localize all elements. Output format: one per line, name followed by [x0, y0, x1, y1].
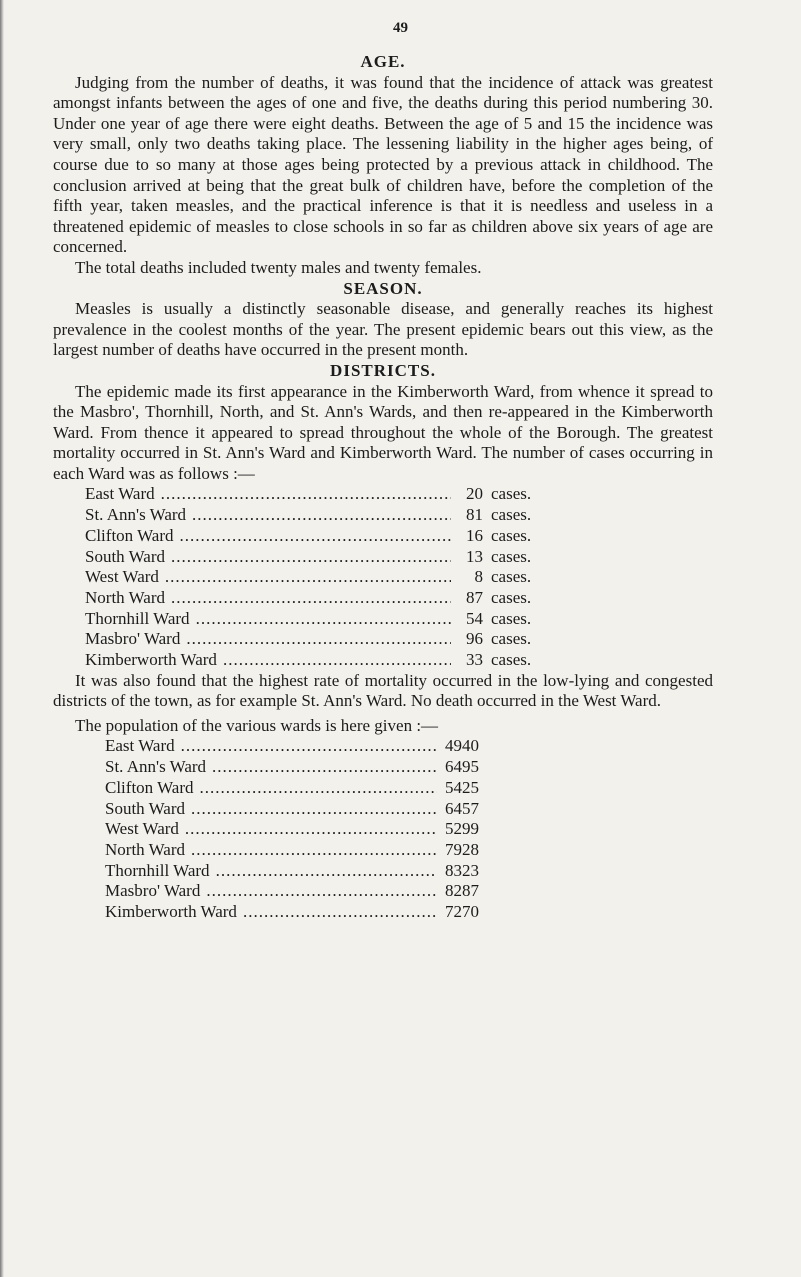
leader-dots: [159, 567, 451, 588]
ward-name: Kimberworth Ward: [105, 901, 237, 921]
ward-name: Kimberworth Ward: [85, 649, 217, 669]
ward-name: North Ward: [85, 587, 165, 607]
case-count: 54: [466, 608, 483, 628]
page-number: 49: [393, 20, 408, 36]
leader-dots: [165, 588, 451, 609]
leader-dots: [185, 840, 437, 861]
districts-heading: DISTRICTS.: [330, 360, 436, 380]
leader-dots: [194, 778, 437, 799]
leader-dots: [210, 861, 437, 882]
page-edge-shadow: [0, 0, 4, 1277]
ward-name: West Ward: [85, 567, 159, 587]
population-count: 8323: [445, 860, 479, 880]
ward-name: St. Ann's Ward: [105, 757, 207, 777]
list-item: [105, 757, 479, 778]
list-item: [105, 819, 479, 840]
case-unit: cases.: [491, 546, 532, 566]
ward-name: South Ward: [85, 546, 166, 566]
case-count: 81: [466, 505, 483, 525]
leader-dots: [185, 799, 437, 820]
list-item: [105, 736, 479, 757]
population-count: 8287: [445, 881, 479, 901]
page-body: [53, 52, 713, 923]
list-item: [85, 609, 553, 630]
list-item: [85, 650, 553, 671]
case-unit: cases.: [491, 629, 532, 649]
age-paragraph-1: Judging from the number of deaths, it was found that the incidence of attack was greatest amongst infants between the ages of one and five, the deaths during this period numbering 30. Under one year of age there were eight deaths. Between the age of 5 and 15 the incidence was very small, only two deaths taking place. The lessening liability in the higher ages being, of course due to so many at those ages being protected by a previous attack in childhood. The conclusion arrived at being that the great bulk of children have, before the completion of the fifth year, taken measles, and the practical inference is that it is needless and useless in a threatened epidemic of measles to close schools in so far as children above six years of age are concerned.: [53, 72, 713, 257]
case-unit: cases.: [491, 567, 532, 587]
list-item: [85, 547, 553, 568]
age-heading: AGE.: [360, 52, 406, 71]
population-count: 6495: [445, 757, 479, 777]
leader-dots: [174, 526, 451, 547]
ward-name: Thornhill Ward: [85, 608, 190, 628]
ward-name: Masbro' Ward: [85, 629, 181, 649]
ward-name: Thornhill Ward: [105, 860, 210, 880]
case-unit: cases.: [491, 608, 532, 628]
case-count: 8: [474, 567, 483, 587]
leader-dots: [165, 547, 451, 568]
population-count: 6457: [445, 798, 479, 818]
leader-dots: [179, 819, 437, 840]
leader-dots: [190, 609, 451, 630]
ward-name: East Ward: [105, 736, 175, 756]
case-count: 13: [466, 546, 483, 566]
mortality-paragraph: It was also found that the highest rate of mortality occurred in the low-lying and congested districts of the town, as for example St. Ann's Ward. No death occurred in the West Ward.: [53, 670, 713, 711]
case-unit: cases.: [491, 649, 532, 669]
ward-name: St. Ann's Ward: [85, 505, 187, 525]
age-paragraph-2: The total deaths included twenty males and twenty females.: [75, 257, 482, 277]
list-item: [85, 629, 553, 650]
season-paragraph: Measles is usually a distinctly seasonable disease, and generally reaches its highest prevalence in the coolest months of the year. The present epidemic bears out this view, as the largest number of deaths have occurred in the present month.: [53, 299, 713, 360]
leader-dots: [237, 902, 437, 923]
ward-name: South Ward: [105, 798, 186, 818]
leader-dots: [155, 484, 451, 505]
ward-name: Masbro' Ward: [105, 881, 201, 901]
list-item: [105, 881, 479, 902]
population-count: 7928: [445, 839, 479, 859]
case-count: 20: [466, 484, 483, 504]
list-item: [85, 484, 553, 505]
population-intro: The population of the various wards is here given :—: [75, 715, 439, 735]
leader-dots: [180, 629, 451, 650]
districts-paragraph: The epidemic made its first appearance in the Kimberworth Ward, from whence it spread to the Masbro', Thornhill, North, and St. Ann's Wards, and then re-appeared in the Kimberworth Ward. From thence it appeared to spread throughout the whole of the Borough. The greatest mortality occurred in St. Ann's Ward and Kimberworth Ward. The number of cases occurring in each Ward was as follows :—: [53, 381, 713, 483]
leader-dots: [217, 650, 451, 671]
list-item: [105, 902, 479, 923]
population-count: 5299: [445, 819, 479, 839]
leader-dots: [186, 505, 451, 526]
case-count: 87: [466, 587, 483, 607]
case-count: 16: [466, 525, 483, 545]
list-item: [105, 778, 479, 799]
population-by-ward-list: [105, 736, 479, 922]
ward-name: East Ward: [85, 484, 155, 504]
list-item: [105, 799, 479, 820]
list-item: [85, 567, 553, 588]
case-unit: cases.: [491, 587, 532, 607]
leader-dots: [206, 757, 437, 778]
case-unit: cases.: [491, 484, 532, 504]
case-unit: cases.: [491, 505, 532, 525]
population-count: 5425: [445, 777, 479, 797]
ward-name: Clifton Ward: [85, 525, 174, 545]
ward-name: Clifton Ward: [105, 777, 194, 797]
cases-by-ward-list: [85, 484, 553, 670]
population-count: 4940: [445, 736, 479, 756]
ward-name: West Ward: [105, 819, 179, 839]
leader-dots: [175, 736, 437, 757]
case-unit: cases.: [491, 525, 532, 545]
season-heading: SEASON.: [343, 278, 423, 298]
list-item: [105, 840, 479, 861]
list-item: [85, 526, 553, 547]
list-item: [105, 861, 479, 882]
list-item: [85, 588, 553, 609]
ward-name: North Ward: [105, 839, 185, 859]
case-count: 96: [466, 629, 483, 649]
leader-dots: [200, 881, 437, 902]
population-count: 7270: [445, 901, 479, 921]
list-item: [85, 505, 553, 526]
case-count: 33: [466, 649, 483, 669]
